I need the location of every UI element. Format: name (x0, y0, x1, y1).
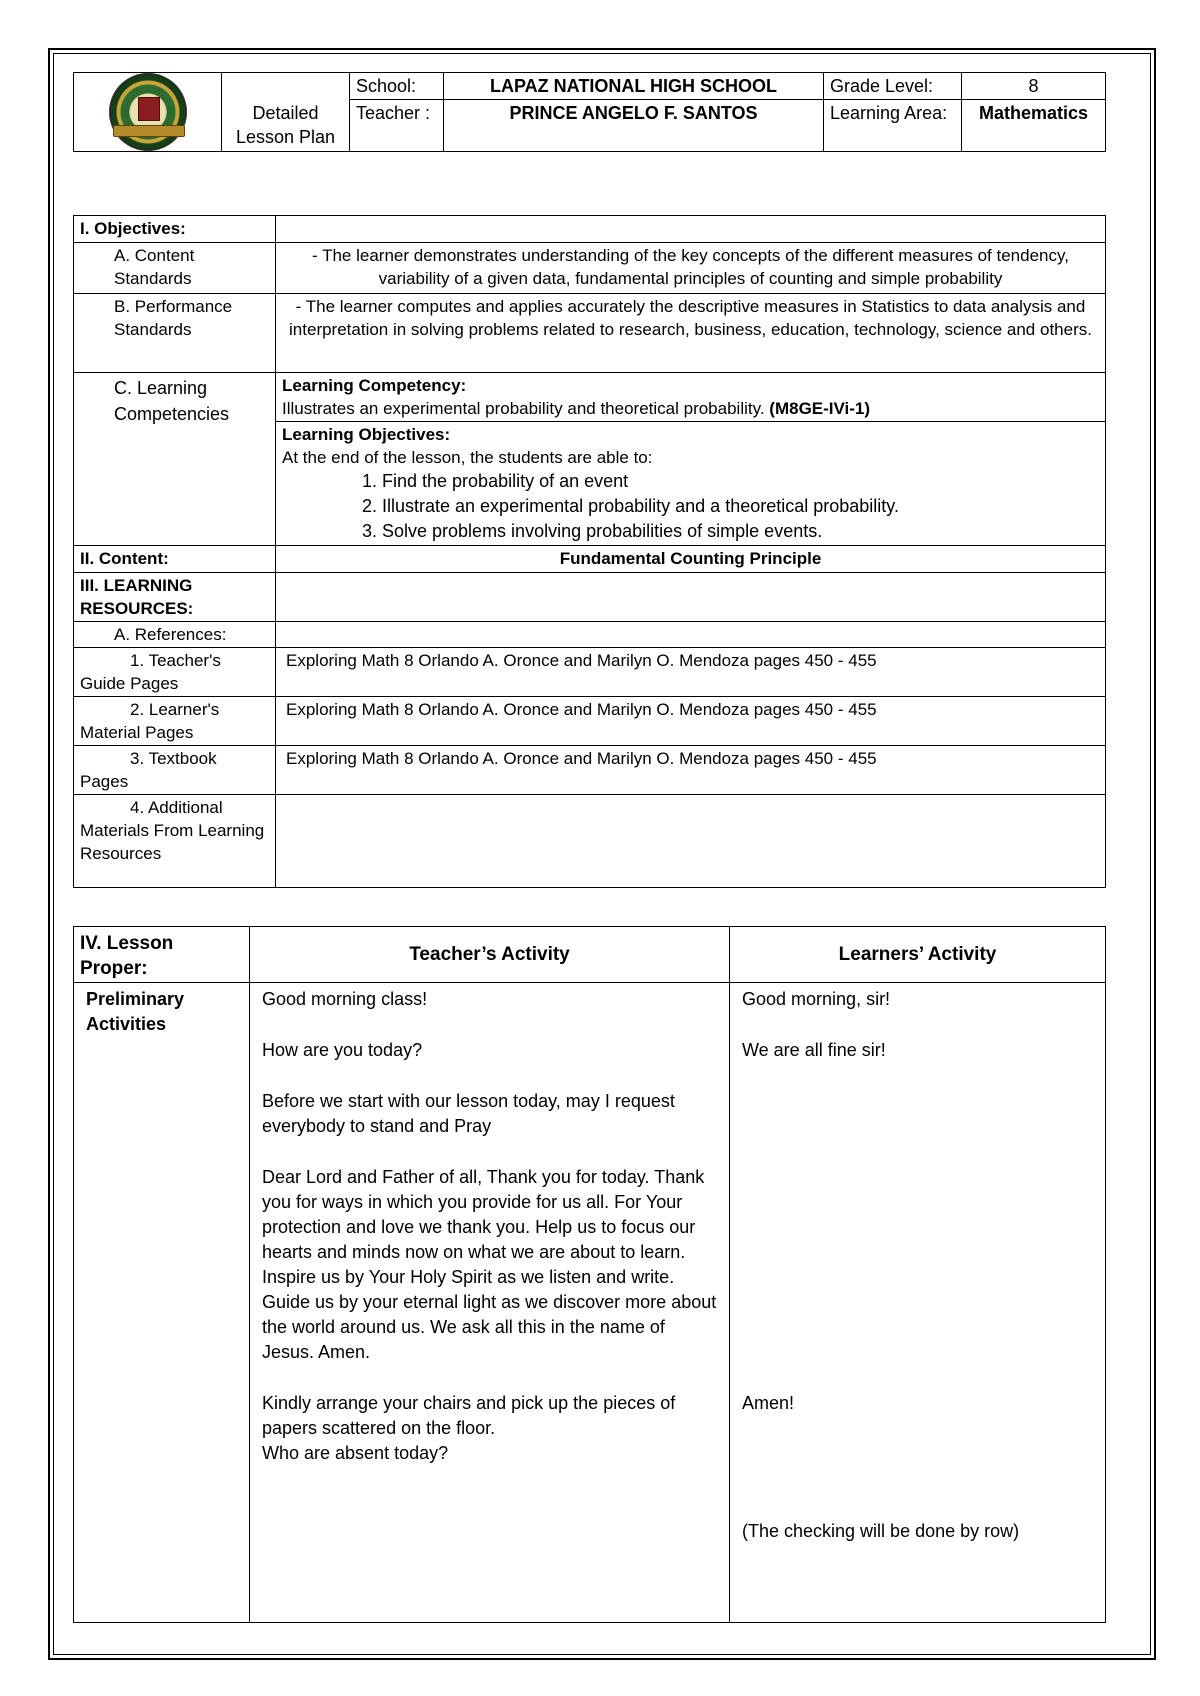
learning-area-label: Learning Area: (824, 100, 962, 152)
list-item: 1. Find the probability of an event (362, 471, 629, 491)
competency-code: (M8GE-IVi-1) (769, 399, 871, 418)
textbook-pages-label: 3. Textbook Pages (74, 746, 276, 795)
school-label: School: (350, 73, 444, 100)
learners-material-value: Exploring Math 8 Orlando A. Oronce and Marilyn O. Mendoza pages 450 - 455 (276, 697, 1106, 746)
learning-objectives-list (282, 469, 1099, 544)
learner-greeting: Good morning, sir! (742, 989, 891, 1009)
learners-material-label: 2. Learner's Material Pages (74, 697, 276, 746)
list-item: 2. Illustrate an experimental probability and a theoretical probability. (362, 496, 899, 516)
header-table (73, 72, 1106, 152)
lesson-proper-table (73, 926, 1106, 1623)
teacher-question: How are you today? (262, 1040, 423, 1060)
teacher-attendance-question: Who are absent today? (262, 1443, 449, 1463)
content-label: II. Content: (74, 546, 276, 573)
additional-materials-label: 4. Additional Materials From Learning Resources (74, 795, 276, 888)
grade-label: Grade Level: (824, 73, 962, 100)
learning-area-value: Mathematics (962, 100, 1106, 152)
learning-competency-cell (276, 373, 1106, 422)
content-standards-label: A. Content Standards (74, 243, 276, 294)
teacher-chairs-instruction: Kindly arrange your chairs and pick up the pieces of papers scattered on the floor. (262, 1393, 676, 1438)
learning-objectives-cell (276, 422, 1106, 546)
learner-activity-cell (730, 983, 1106, 1623)
teacher-label: Teacher : (350, 100, 444, 152)
teacher-prayer: Dear Lord and Father of all, Thank you for today. Thank you for ways in which you provide for us all. For Your protection and love we thank you. Help us to focus our hearts and minds now on what we are about to learn. Inspire us by Your Holy Spirit as we listen and write. Guide us by your eternal light as we discover more about the world around us. We ask all this in the name of Jesus. Amen. (262, 1167, 717, 1362)
teachers-guide-label: 1. Teacher's Guide Pages (74, 648, 276, 697)
school-name: LAPAZ NATIONAL HIGH SCHOOL (444, 73, 824, 100)
learning-resources-label: III. LEARNING RESOURCES: (74, 573, 276, 622)
performance-standards-label: B. Performance Standards (74, 294, 276, 373)
school-logo (74, 73, 222, 152)
learner-amen: Amen! (742, 1393, 795, 1413)
content-value: Fundamental Counting Principle (276, 546, 1106, 573)
learner-activity-header: Learners’ Activity (730, 927, 1106, 983)
teacher-name: PRINCE ANGELO F. SANTOS (444, 100, 824, 152)
learner-checking: (The checking will be done by row) (742, 1521, 1020, 1541)
grade-value: 8 (962, 73, 1106, 100)
learner-answer: We are all fine sir! (742, 1040, 886, 1060)
teacher-greeting: Good morning class! (262, 989, 428, 1009)
school-seal-icon (109, 73, 187, 151)
textbook-pages-value: Exploring Math 8 Orlando A. Oronce and Marilyn O. Mendoza pages 450 - 455 (276, 746, 1106, 795)
lesson-proper-label: IV. Lesson Proper: (74, 927, 250, 983)
references-label: A. References: (74, 622, 276, 648)
learning-objectives-heading: Learning Objectives: (282, 425, 451, 444)
content-standards-text: - The learner demonstrates understanding of the key concepts of the different measures of tendency, variability of a given data, fundamental principles of counting and simple probability (276, 243, 1106, 294)
list-item: 3. Solve problems involving probabilities of simple events. (362, 521, 823, 541)
teacher-prayer-request: Before we start with our lesson today, may I request everybody to stand and Pray (262, 1091, 675, 1136)
teachers-guide-value: Exploring Math 8 Orlando A. Oronce and Marilyn O. Mendoza pages 450 - 455 (276, 648, 1106, 697)
performance-standards-text: - The learner computes and applies accurately the descriptive measures in Statistics to data analysis and interpretation in solving problems related to research, business, education, technology, science and others. (276, 294, 1106, 373)
teacher-activity-cell (250, 983, 730, 1623)
learning-objectives-intro: At the end of the lesson, the students are able to: (282, 448, 653, 467)
teacher-activity-header: Teacher’s Activity (250, 927, 730, 983)
preliminary-activities-label: Preliminary Activities (74, 983, 250, 1623)
learning-competency-text: Illustrates an experimental probability and theoretical probability. (M8GE-IVi-1) (282, 399, 871, 418)
doc-title: Detailed Lesson Plan (222, 73, 350, 152)
objectives-table (73, 215, 1106, 888)
learning-competencies-label: C. Learning Competencies (74, 373, 276, 546)
learning-competency-heading: Learning Competency: (282, 376, 467, 395)
objectives-heading: I. Objectives: (74, 216, 276, 243)
